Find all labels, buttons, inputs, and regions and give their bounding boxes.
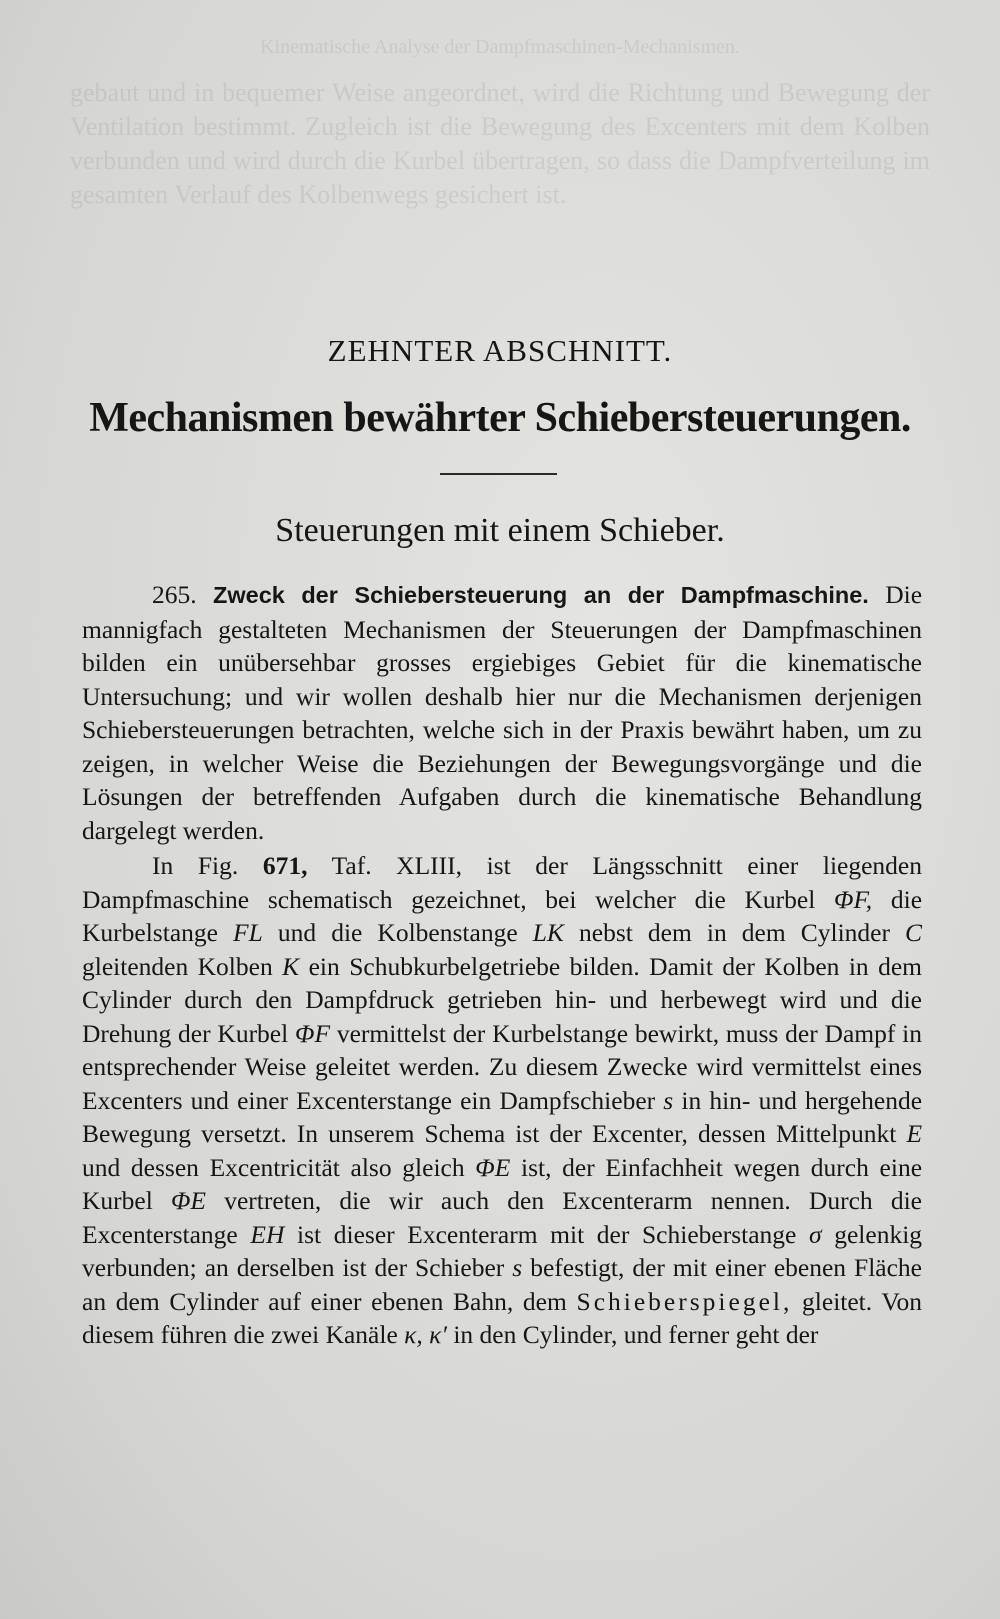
text-run: und die Kolbenstange: [277, 918, 518, 947]
math-symbol: ΦE: [475, 1152, 511, 1182]
math-symbol: s: [512, 1253, 523, 1282]
figure-reference: 671,: [262, 851, 308, 880]
section-number: 265.: [152, 580, 197, 609]
chapter-label: ZEHNTER ABSCHNITT.: [327, 333, 673, 368]
section-title: Steuerungen mit einem Schieber.: [275, 512, 725, 549]
text-run: in hin- und hergehende Bewegung versetzt. In unserem Schema ist der Excenter, dessen Mittelpunkt: [82, 1085, 923, 1148]
text-run: ein Schubkurbelgetriebe bilden. Damit der Kolben in dem Cylinder durch den Dampfdruck getrieben hin- und herbewegt wird und die Drehung der Kurbel: [82, 951, 923, 1048]
math-symbol: C: [905, 918, 923, 947]
bleed-through-body: gebaut und in bequemer Weise angeordnet, wird die Richtung und Bewegung der Ventilation bestimmt. Zugleich ist die Bewegung des Excenters mit dem Kolben verbunden und wird durch die Kurbel übertragen, so dass die Dampfverteilung im gesamten Verlauf des Kolbenwegs gesichert ist.: [70, 78, 930, 209]
text-run: vermittelst der Kurbelstange bewirkt, muss der Dampf in entsprechender Weise geleitet werden. Zu diesem Zwecke wird vermittelst eines Excenters und einer Excenterstange ein Dampfschieber: [82, 1018, 922, 1115]
text-run: gleitenden Kolben: [82, 951, 273, 981]
bleed-through-header: Kinematische Analyse der Dampfmaschinen-Mechanismen.: [260, 36, 740, 58]
text-run: ist, der Einfachheit wegen durch eine Kurbel: [82, 1152, 923, 1215]
paragraph-text: Die mannigfach gestalteten Mechanismen der Steuerungen der Dampfmaschinen bilden ein unübersehbar grosses ergiebiges Gebiet für die kinematische Untersuchung; und wir wollen deshalb hier nur die Mechanismen derjenigen Schiebersteuerungen betrachten, welche sich in der Praxis bewährt haben, um zu zeigen, in welcher Weise die Beziehungen der Bewegungsvorgänge und die Lösungen der betreffenden Aufgaben durch die kinematische Behandlung dargelegt werden.: [82, 580, 923, 845]
text-run: Taf. XLIII, ist der Längsschnitt einer liegenden Dampfmaschine schematisch gezeichnet, bei welcher die Kurbel: [82, 851, 923, 914]
spaced-term: Schieberspiegel,: [576, 1286, 793, 1316]
text-run: gelenkig verbunden; an derselben ist der Schieber: [82, 1219, 923, 1282]
math-symbol: s: [663, 1085, 674, 1115]
paragraph-265: [82, 578, 922, 847]
math-symbol: ΦF,: [834, 884, 873, 914]
bleed-through-text: [70, 30, 930, 212]
math-symbol: ΦE: [171, 1186, 207, 1215]
title-divider: [440, 473, 557, 475]
body-text: [82, 578, 922, 1352]
math-symbol: σ: [809, 1219, 822, 1249]
math-symbol: E: [906, 1119, 923, 1148]
math-symbol: ΦF: [295, 1018, 331, 1048]
math-symbol: EH: [250, 1219, 285, 1249]
text-run: nebst dem in dem Cylinder: [579, 918, 890, 947]
text-run: in den Cylinder, und ferner geht der: [453, 1320, 819, 1349]
text-run: gleitet. Von diesem führen die zwei Kanäle: [82, 1286, 922, 1349]
text-run: befestigt, der mit einer ebenen Fläche an dem Cylinder auf einer ebenen Bahn, dem: [82, 1253, 922, 1316]
section-heading: Zweck der Schiebersteuerung an der Dampfmaschine.: [212, 582, 869, 608]
text-run: In Fig.: [152, 851, 239, 880]
math-symbol: LK: [532, 918, 564, 947]
text-run: ist dieser Excenterarm mit der Schieberstange: [297, 1219, 797, 1249]
math-symbol: κ, κ′: [404, 1320, 447, 1349]
math-symbol: K: [282, 951, 300, 981]
math-symbol: FL: [233, 918, 263, 947]
text-run: vertreten, die wir auch den Excenterarm nennen. Durch die Excenterstange: [82, 1186, 923, 1249]
text-run: und dessen Excentricität also gleich: [82, 1152, 465, 1182]
text-run: die Kurbelstange: [82, 884, 923, 947]
chapter-title: Mechanismen bewährter Schiebersteuerungen.: [89, 395, 911, 441]
paragraph-fig-671: [82, 849, 922, 1352]
